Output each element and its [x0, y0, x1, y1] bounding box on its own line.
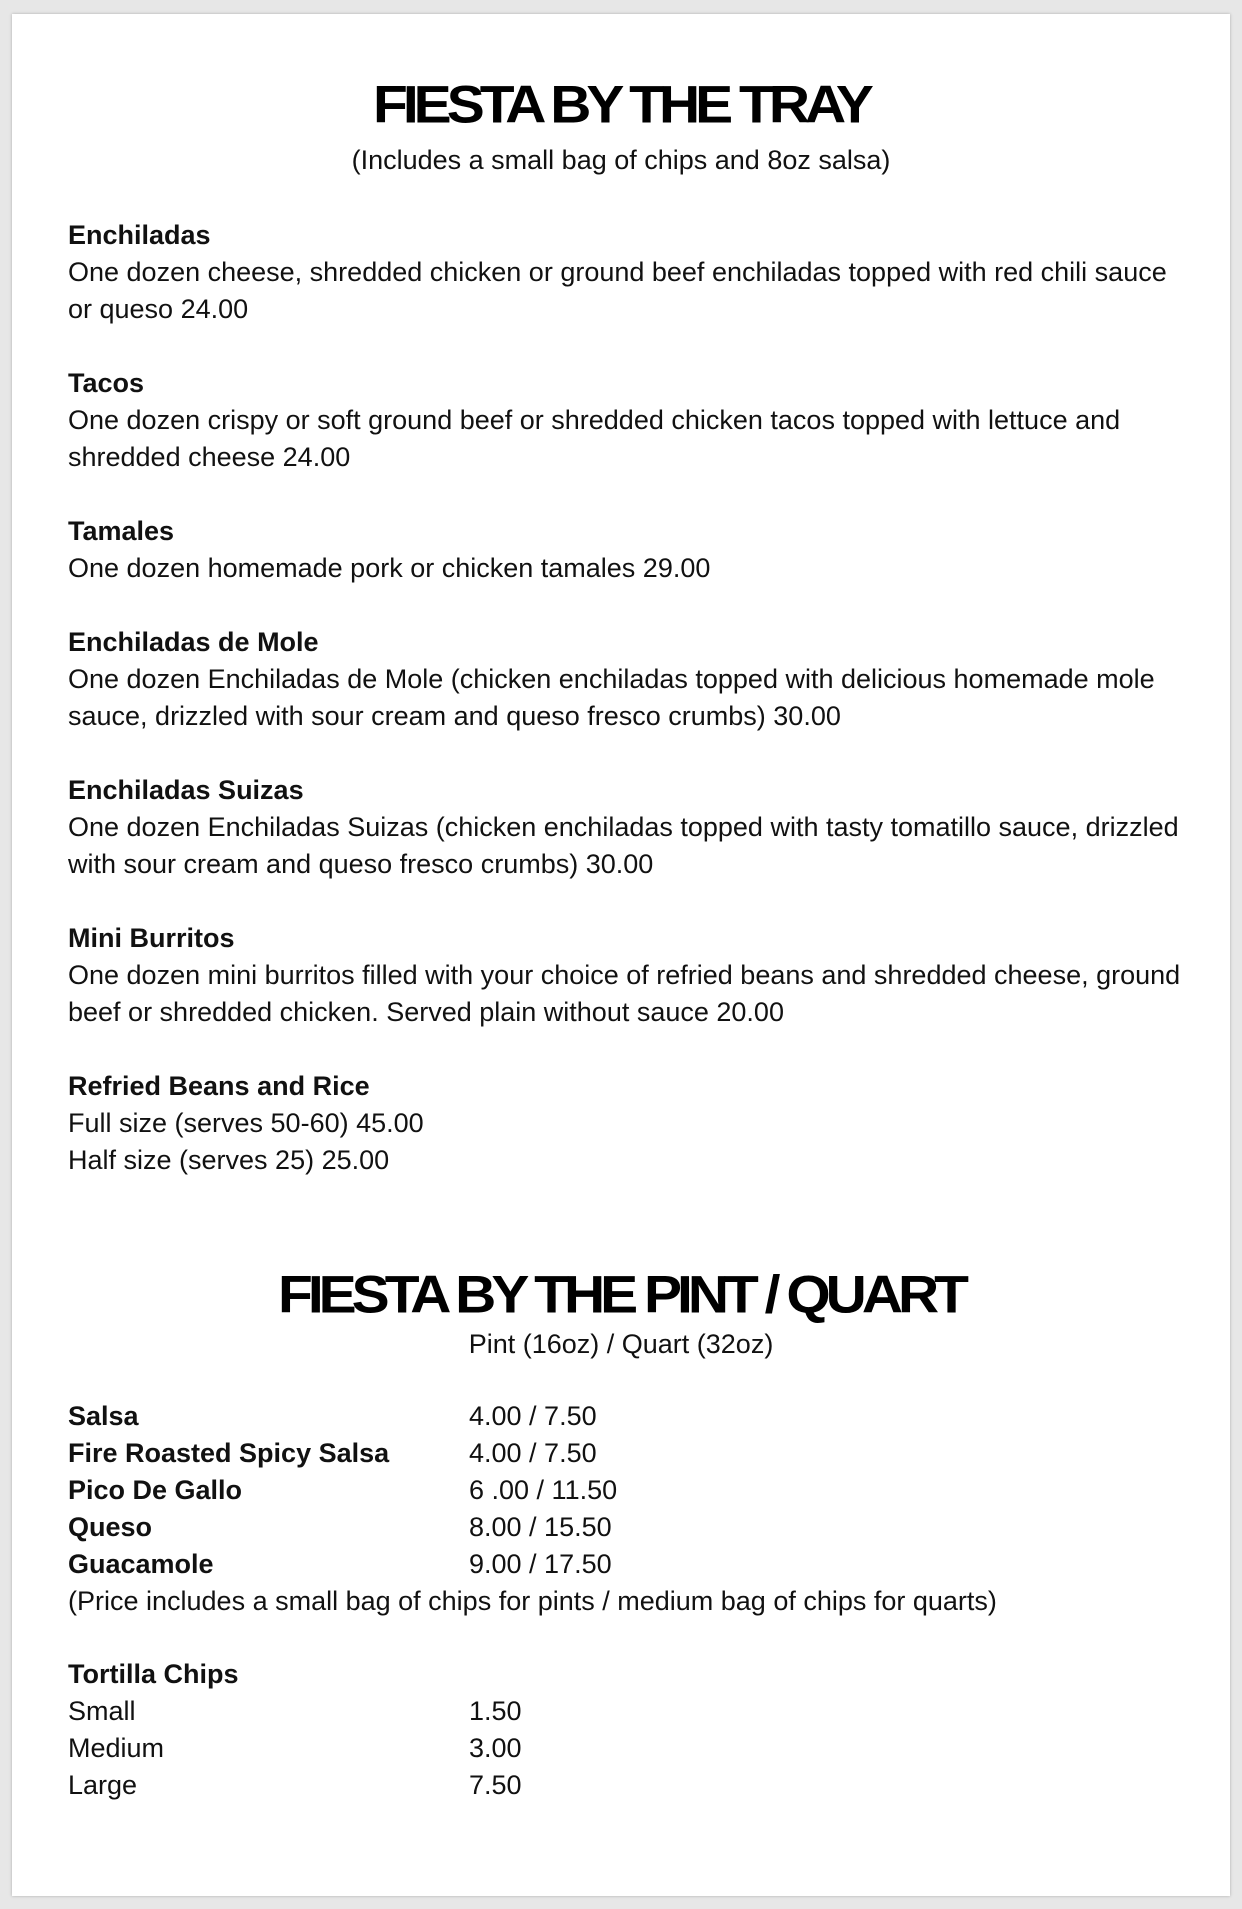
pq-item-name: Guacamole: [68, 1549, 214, 1579]
pq-item-price: 4.00 / 7.50: [469, 1401, 597, 1431]
pq-item-price: 6 .00 / 11.50: [469, 1475, 618, 1505]
item-description: One dozen homemade pork or chicken tamales 29.00: [68, 553, 711, 583]
tray-item-mini-burritos: [68, 920, 1188, 1031]
tray-section-subtitle: (Includes a small bag of chips and 8oz salsa): [351, 145, 891, 175]
item-description: One dozen Enchiladas de Mole (chicken enchiladas topped with delicious homemade mole sauce, drizzled with sour cream and queso fresco crumbs) 30.00: [68, 664, 1155, 731]
chip-size: Medium: [68, 1733, 165, 1763]
tray-item-enchiladas-de-mole: [68, 624, 1188, 735]
item-name: Tacos: [68, 368, 145, 398]
tray-item-enchiladas-suizas: [68, 772, 1188, 883]
pq-item-name: Queso: [68, 1512, 153, 1542]
chip-row-medium: [68, 1730, 1188, 1767]
pq-item-name: Pico De Gallo: [68, 1475, 243, 1505]
pint-quart-section-title: FIESTA BY THE PINT / QUART: [278, 1265, 964, 1325]
pq-row-queso: [68, 1509, 1188, 1546]
chip-size: Large: [68, 1770, 138, 1800]
pint-quart-section-subtitle: Pint (16oz) / Quart (32oz): [468, 1329, 774, 1359]
tray-item-enchiladas: [68, 217, 1188, 328]
item-description: One dozen crispy or soft ground beef or shredded chicken tacos topped with lettuce and shredded cheese 24.00: [68, 405, 1121, 472]
item-option-full-size: Full size (serves 50-60) 45.00: [68, 1108, 424, 1138]
chip-row-large: [68, 1767, 1188, 1804]
item-name: Refried Beans and Rice: [68, 1071, 370, 1101]
menu-page: [12, 14, 1230, 1896]
chip-price: 7.50: [469, 1770, 522, 1800]
pq-item-name: Salsa: [68, 1401, 139, 1431]
tray-section-title: FIESTA BY THE TRAY: [373, 75, 869, 135]
tray-item-refried-beans-and-rice: [68, 1068, 1188, 1179]
item-description: One dozen cheese, shredded chicken or ground beef enchiladas topped with red chili sauce or queso 24.00: [68, 257, 1167, 324]
tortilla-chips-title: Tortilla Chips: [68, 1659, 239, 1689]
tray-item-tamales: [68, 513, 1188, 587]
pq-row-salsa: [68, 1398, 1188, 1435]
item-name: Enchiladas: [68, 220, 211, 250]
item-description: One dozen mini burritos filled with your choice of refried beans and shredded cheese, ground beef or shredded chicken. Served plain without sauce 20.00: [68, 960, 1181, 1027]
chip-row-small: [68, 1693, 1188, 1730]
pint-quart-note: (Price includes a small bag of chips for pints / medium bag of chips for quarts): [68, 1586, 997, 1616]
item-description: One dozen Enchiladas Suizas (chicken enchiladas topped with tasty tomatillo sauce, drizzled with sour cream and queso fresco crumbs) 30.00: [68, 812, 1179, 879]
tray-item-tacos: [68, 365, 1188, 476]
item-name: Tamales: [68, 516, 175, 546]
pq-item-price: 9.00 / 17.50: [469, 1549, 612, 1579]
item-name: Mini Burritos: [68, 923, 235, 953]
tortilla-chips-section: [68, 1656, 1188, 1804]
pq-item-price: 4.00 / 7.50: [469, 1438, 597, 1468]
chip-size: Small: [68, 1696, 136, 1726]
pq-row-pico-de-gallo: [68, 1472, 1188, 1509]
chip-price: 3.00: [469, 1733, 522, 1763]
tray-items-list: [68, 217, 1188, 1216]
pint-quart-items-list: [68, 1398, 1188, 1620]
item-name: Enchiladas Suizas: [68, 775, 304, 805]
chip-price: 1.50: [469, 1696, 522, 1726]
pq-item-price: 8.00 / 15.50: [469, 1512, 612, 1542]
item-option-half-size: Half size (serves 25) 25.00: [68, 1145, 390, 1175]
item-name: Enchiladas de Mole: [68, 627, 319, 657]
pq-item-name: Fire Roasted Spicy Salsa: [68, 1438, 390, 1468]
pq-row-fire-roasted-spicy-salsa: [68, 1435, 1188, 1472]
pq-row-guacamole: [68, 1546, 1188, 1583]
